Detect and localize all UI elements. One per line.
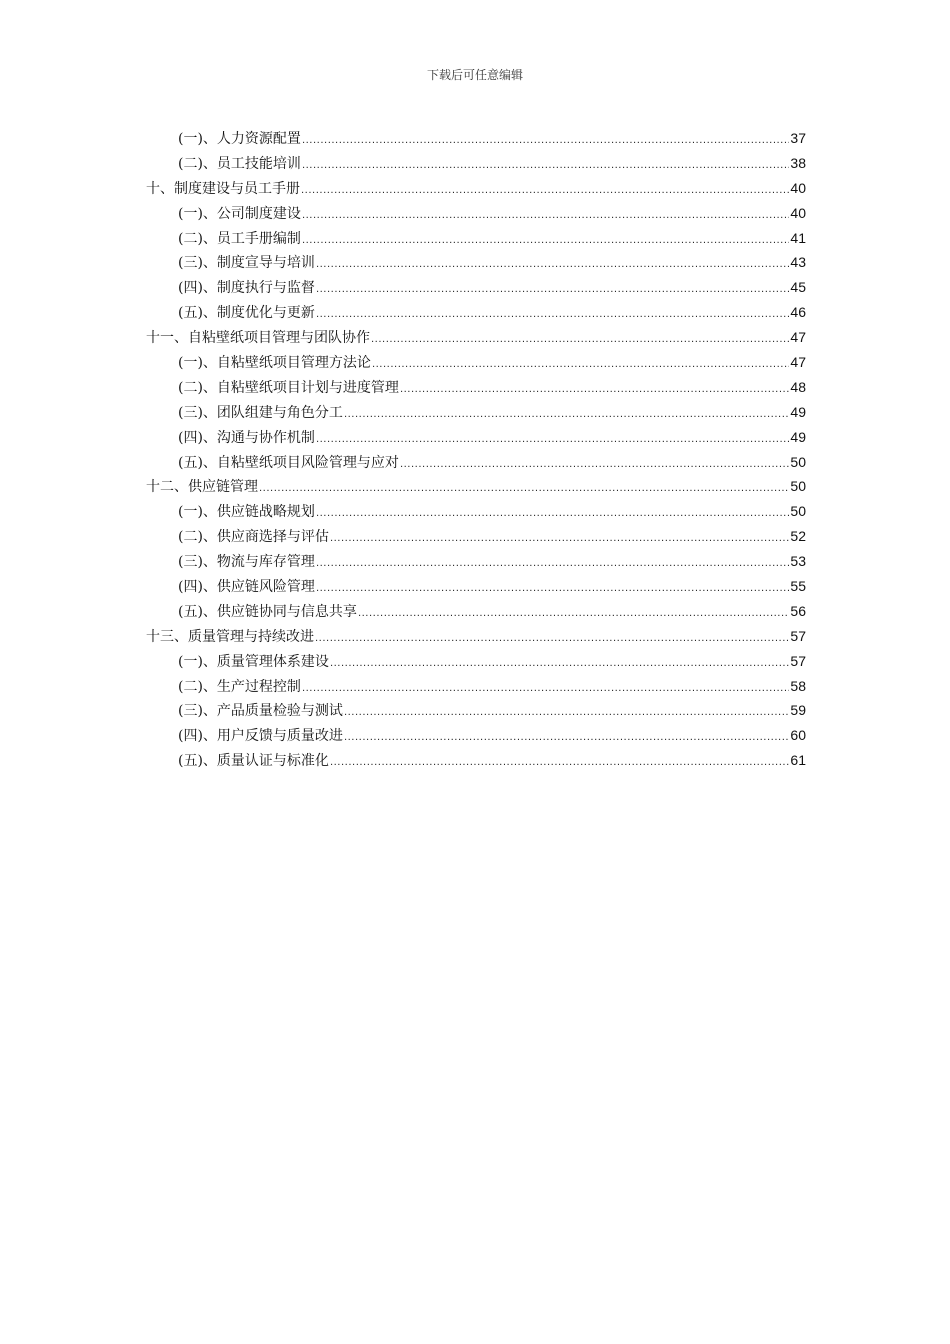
toc-section-entry[interactable] bbox=[146, 250, 806, 275]
toc-chapter-entry[interactable] bbox=[146, 474, 806, 499]
toc-section-entry[interactable] bbox=[146, 723, 806, 748]
toc-dot-leader bbox=[302, 204, 789, 229]
toc-page-number: 59 bbox=[790, 702, 806, 719]
toc-section-entry[interactable] bbox=[146, 300, 806, 325]
toc-page-number: 41 bbox=[790, 229, 806, 246]
toc-page-number: 56 bbox=[790, 602, 806, 619]
toc-section-entry[interactable] bbox=[146, 425, 806, 450]
toc-page-number: 49 bbox=[790, 403, 806, 420]
toc-entry-title: (三)、产品质量检验与测试 bbox=[178, 703, 343, 720]
toc-page-number: 50 bbox=[790, 453, 806, 470]
toc-dot-leader bbox=[302, 129, 789, 154]
toc-chapter-entry[interactable] bbox=[146, 325, 806, 350]
toc-page-number: 57 bbox=[790, 627, 806, 644]
toc-page-number: 57 bbox=[790, 652, 806, 669]
toc-entry-title: (五)、自粘壁纸项目风险管理与应对 bbox=[178, 454, 399, 471]
toc-entry-title: (四)、用户反馈与质量改进 bbox=[178, 728, 343, 745]
toc-section-entry[interactable] bbox=[146, 375, 806, 400]
toc-entry-title: (二)、员工技能培训 bbox=[178, 155, 301, 172]
toc-dot-leader bbox=[316, 428, 789, 453]
toc-page-number: 45 bbox=[790, 279, 806, 296]
toc-dot-leader bbox=[330, 751, 789, 776]
toc-page-number: 38 bbox=[790, 154, 806, 171]
toc-entry-title: (五)、制度优化与更新 bbox=[178, 305, 315, 322]
toc-page-number: 40 bbox=[790, 204, 806, 221]
toc-entry-title: (二)、自粘壁纸项目计划与进度管理 bbox=[178, 379, 399, 396]
toc-section-entry[interactable] bbox=[146, 524, 806, 549]
toc-entry-title: 十、制度建设与员工手册 bbox=[146, 180, 300, 197]
toc-section-entry[interactable] bbox=[146, 201, 806, 226]
toc-page-number: 40 bbox=[790, 179, 806, 196]
toc-dot-leader bbox=[316, 278, 789, 303]
toc-section-entry[interactable] bbox=[146, 698, 806, 723]
toc-dot-leader bbox=[259, 477, 789, 502]
toc-chapter-entry[interactable] bbox=[146, 176, 806, 201]
toc-dot-leader bbox=[316, 552, 789, 577]
toc-page-number: 49 bbox=[790, 428, 806, 445]
toc-entry-title: 十二、供应链管理 bbox=[146, 479, 258, 496]
toc-page-number: 61 bbox=[790, 752, 806, 769]
toc-entry-title: (一)、自粘壁纸项目管理方法论 bbox=[178, 355, 371, 372]
toc-dot-leader bbox=[302, 154, 789, 179]
toc-dot-leader bbox=[400, 378, 789, 403]
toc-dot-leader bbox=[358, 602, 789, 627]
table-of-contents bbox=[146, 126, 806, 773]
toc-entry-title: (二)、生产过程控制 bbox=[178, 678, 301, 695]
toc-entry-title: (三)、团队组建与角色分工 bbox=[178, 404, 343, 421]
toc-entry-title: (二)、员工手册编制 bbox=[178, 230, 301, 247]
toc-section-entry[interactable] bbox=[146, 400, 806, 425]
toc-dot-leader bbox=[344, 403, 789, 428]
toc-section-entry[interactable] bbox=[146, 350, 806, 375]
toc-page-number: 47 bbox=[790, 329, 806, 346]
toc-page-number: 48 bbox=[790, 378, 806, 395]
toc-dot-leader bbox=[316, 577, 789, 602]
toc-page-number: 47 bbox=[790, 354, 806, 371]
toc-section-entry[interactable] bbox=[146, 499, 806, 524]
toc-page-number: 52 bbox=[790, 528, 806, 545]
toc-entry-title: (四)、制度执行与监督 bbox=[178, 280, 315, 297]
toc-section-entry[interactable] bbox=[146, 649, 806, 674]
toc-dot-leader bbox=[301, 179, 789, 204]
toc-section-entry[interactable] bbox=[146, 599, 806, 624]
toc-entry-title: (五)、供应链协同与信息共享 bbox=[178, 603, 357, 620]
toc-entry-title: (一)、供应链战略规划 bbox=[178, 504, 315, 521]
toc-entry-title: (五)、质量认证与标准化 bbox=[178, 753, 329, 770]
toc-page-number: 50 bbox=[790, 478, 806, 495]
toc-section-entry[interactable] bbox=[146, 151, 806, 176]
toc-dot-leader bbox=[315, 627, 789, 652]
toc-entry-title: (四)、沟通与协作机制 bbox=[178, 429, 315, 446]
toc-entry-title: (二)、供应商选择与评估 bbox=[178, 529, 329, 546]
toc-dot-leader bbox=[316, 253, 789, 278]
toc-entry-title: (四)、供应链风险管理 bbox=[178, 579, 315, 596]
toc-entry-title: (一)、质量管理体系建设 bbox=[178, 653, 329, 670]
toc-dot-leader bbox=[372, 353, 789, 378]
toc-entry-title: 十一、自粘壁纸项目管理与团队协作 bbox=[146, 330, 370, 347]
toc-dot-leader bbox=[316, 502, 789, 527]
toc-section-entry[interactable] bbox=[146, 126, 806, 151]
toc-page-number: 60 bbox=[790, 727, 806, 744]
toc-entry-title: (三)、制度宣导与培训 bbox=[178, 255, 315, 272]
toc-section-entry[interactable] bbox=[146, 450, 806, 475]
toc-dot-leader bbox=[330, 527, 789, 552]
toc-page-number: 37 bbox=[790, 130, 806, 146]
toc-dot-leader bbox=[344, 726, 789, 751]
toc-entry-title: 十三、质量管理与持续改进 bbox=[146, 628, 314, 645]
toc-page-number: 55 bbox=[790, 578, 806, 595]
toc-page-number: 43 bbox=[790, 254, 806, 271]
page-header: 下载后可任意编辑 bbox=[426, 68, 523, 82]
toc-section-entry[interactable] bbox=[146, 549, 806, 574]
toc-chapter-entry[interactable] bbox=[146, 624, 806, 649]
toc-section-entry[interactable] bbox=[146, 748, 806, 773]
toc-page-number: 53 bbox=[790, 553, 806, 570]
toc-section-entry[interactable] bbox=[146, 226, 806, 251]
toc-entry-title: (三)、物流与库存管理 bbox=[178, 554, 315, 571]
toc-entry-title: (一)、人力资源配置 bbox=[178, 131, 301, 147]
toc-entry-title: (一)、公司制度建设 bbox=[178, 205, 301, 222]
toc-dot-leader bbox=[371, 328, 789, 353]
toc-dot-leader bbox=[330, 652, 789, 677]
toc-dot-leader bbox=[302, 677, 789, 702]
toc-dot-leader bbox=[344, 701, 789, 726]
toc-dot-leader bbox=[302, 229, 789, 254]
toc-page-number: 50 bbox=[790, 503, 806, 520]
toc-section-entry[interactable] bbox=[146, 574, 806, 599]
toc-dot-leader bbox=[400, 453, 789, 478]
toc-page-number: 58 bbox=[790, 677, 806, 694]
toc-page-number: 46 bbox=[790, 304, 806, 321]
toc-section-entry[interactable] bbox=[146, 275, 806, 300]
toc-section-entry[interactable] bbox=[146, 674, 806, 699]
toc-dot-leader bbox=[316, 303, 789, 328]
